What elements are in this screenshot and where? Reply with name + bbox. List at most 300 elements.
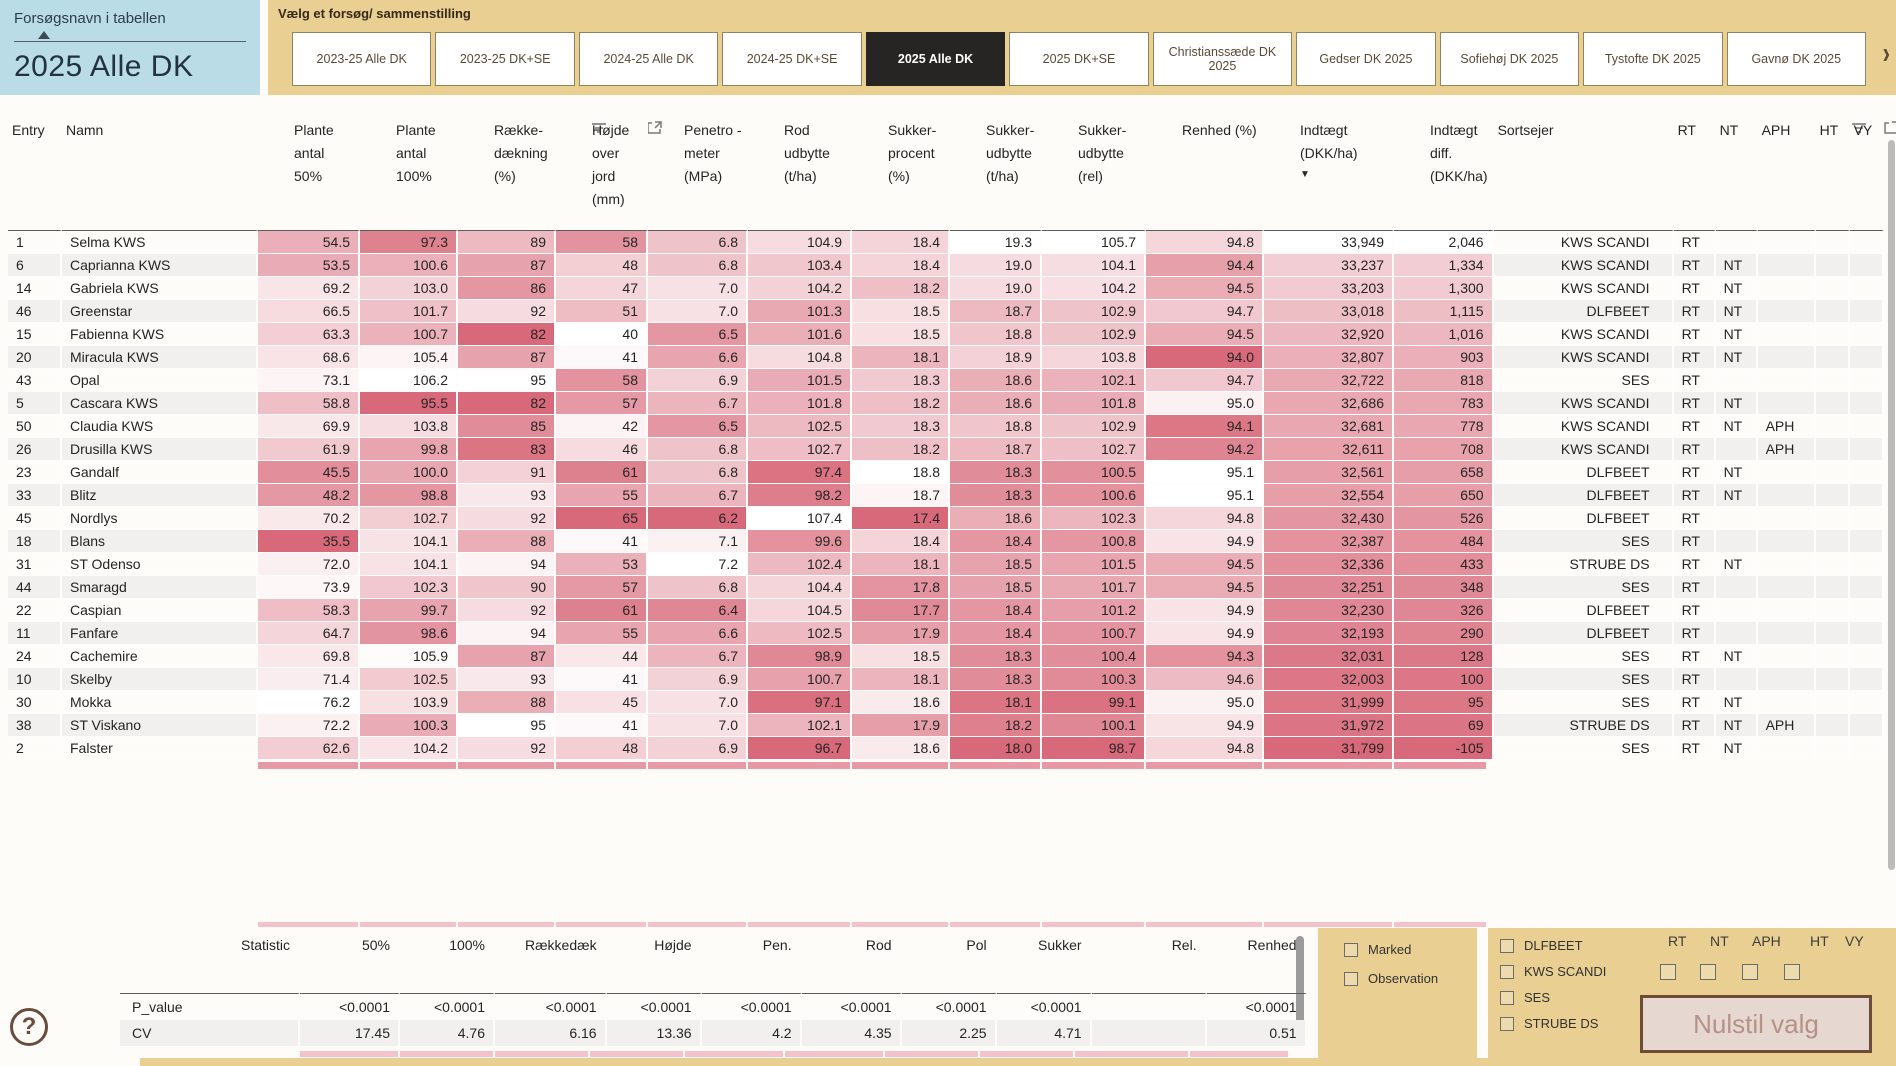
cell-plante-antal-50: 58.8 [258, 392, 360, 415]
cell-indt-gt-dkk-ha: 31,999 [1264, 691, 1394, 714]
cell-indt-gt-diff-dkk-ha: 1,300 [1394, 277, 1494, 300]
tab-tystofte-dk-2025[interactable]: Tystofte DK 2025 [1583, 32, 1722, 86]
cell-sukker-procent: 18.5 [852, 645, 950, 668]
col-header-indt-gt-dkk-ha[interactable] [1264, 115, 1394, 231]
cell-rod-udbytte-t-ha: 99.6 [748, 530, 852, 553]
cell-h-jde-over-jord-mm: 44 [556, 645, 648, 668]
cell-sukker-udbytte-t-ha: 18.3 [950, 461, 1042, 484]
cell-penetro-meter-mpa: 6.6 [648, 346, 748, 369]
tab-2025-dk-se[interactable]: 2025 DK+SE [1009, 32, 1148, 86]
cell-rod-udbytte-t-ha: 101.3 [748, 300, 852, 323]
cell-sortsejer: KWS SCANDI [1494, 231, 1674, 254]
cell-nt: NT [1716, 323, 1758, 346]
trait-checkbox-aph[interactable] [1742, 964, 1758, 980]
cell-h-jde-over-jord-mm: 48 [556, 254, 648, 277]
results-table [8, 115, 1884, 760]
cell-ht [1816, 599, 1850, 622]
col-header-label: HT [1819, 122, 1839, 138]
cell-r-kke-d-kning: 89 [458, 231, 556, 254]
cell-renhed: 94.9 [1146, 622, 1264, 645]
col-header-h-jde-over-jord-mm[interactable] [556, 115, 648, 231]
cell-entry: 11 [8, 622, 62, 645]
cell-rt: RT [1674, 576, 1716, 599]
cell-sukker-procent: 18.5 [852, 323, 950, 346]
cell-indt-gt-dkk-ha: 32,230 [1264, 599, 1394, 622]
cell-penetro-meter-mpa: 7.0 [648, 300, 748, 323]
cell-rod-udbytte-t-ha: 104.4 [748, 576, 852, 599]
cell-penetro-meter-mpa: 7.0 [648, 277, 748, 300]
cell-plante-antal-100: 97.3 [360, 231, 458, 254]
cell-sortsejer: SES [1494, 668, 1674, 691]
cell-rod-udbytte-t-ha: 101.6 [748, 323, 852, 346]
table-row[interactable] [8, 346, 1884, 369]
col-header-label: Rod udbytte (t/ha) [784, 122, 830, 185]
trial-name-card [0, 0, 260, 95]
stats-cell: <0.0001 [607, 994, 702, 1020]
owner-strube-ds-checkbox[interactable] [1500, 1017, 1514, 1031]
table-row[interactable] [8, 622, 1884, 645]
cell-aph [1758, 507, 1816, 530]
cell-aph [1758, 369, 1816, 392]
cell-sukker-procent: 18.1 [852, 346, 950, 369]
cell-sukker-udbytte-rel: 99.1 [1042, 691, 1146, 714]
cell-aph [1758, 645, 1816, 668]
col-header-rod-udbytte-t-ha[interactable] [748, 115, 852, 231]
sort-desc-icon: ▼ [1300, 169, 1310, 181]
cell-ht [1816, 415, 1850, 438]
stats-cell: <0.0001 [495, 994, 607, 1020]
cell-sortsejer: DLFBEET [1494, 300, 1674, 323]
cell-entry: 6 [8, 254, 62, 277]
cell-renhed: 94.6 [1146, 668, 1264, 691]
cell-renhed: 95.0 [1146, 691, 1264, 714]
cell-plante-antal-50: 71.4 [258, 668, 360, 691]
cell-plante-antal-50: 45.5 [258, 461, 360, 484]
cell-penetro-meter-mpa: 7.1 [648, 530, 748, 553]
cell-indt-gt-diff-dkk-ha: 69 [1394, 714, 1494, 737]
cell-sukker-procent: 17.7 [852, 599, 950, 622]
help-icon[interactable] [10, 1008, 48, 1046]
col-header-label: NT [1719, 122, 1739, 138]
cell-aph: APH [1758, 415, 1816, 438]
stats-col-header-h-jde[interactable]: Højde [607, 930, 702, 994]
col-header-nt[interactable] [1716, 115, 1758, 231]
cell-rod-udbytte-t-ha: 102.5 [748, 415, 852, 438]
cell-sortsejer: DLFBEET [1494, 599, 1674, 622]
cell-sortsejer: KWS SCANDI [1494, 323, 1674, 346]
cell-vy [1850, 599, 1884, 622]
col-header-renhed[interactable] [1146, 115, 1264, 231]
cell-aph: APH [1758, 438, 1816, 461]
trial-selector-panel [268, 0, 1896, 95]
col-header-label: Sortsejer [1497, 122, 1554, 138]
cell-sortsejer: STRUBE DS [1494, 553, 1674, 576]
cell-r-kke-d-kning: 95 [458, 714, 556, 737]
cell-r-kke-d-kning: 93 [458, 484, 556, 507]
cell-namn: Gabriela KWS [62, 277, 258, 300]
focus-mode-icon[interactable] [1882, 120, 1896, 136]
table-scrollbar[interactable] [1888, 140, 1895, 870]
table-row[interactable] [8, 231, 1884, 254]
cell-r-kke-d-kning: 83 [458, 438, 556, 461]
cell-indt-gt-diff-dkk-ha: 348 [1394, 576, 1494, 599]
cell-rod-udbytte-t-ha: 104.5 [748, 599, 852, 622]
trait-checkbox-ht[interactable] [1784, 964, 1800, 980]
cell-nt: NT [1716, 737, 1758, 760]
cell-vy [1850, 461, 1884, 484]
cell-nt: NT [1716, 484, 1758, 507]
col-header-label: Namn [66, 122, 104, 138]
table-row[interactable] [8, 737, 1884, 760]
cell-rod-udbytte-t-ha: 97.4 [748, 461, 852, 484]
table-row[interactable] [8, 645, 1884, 668]
cell-sukker-udbytte-t-ha: 19.0 [950, 277, 1042, 300]
table-row[interactable] [8, 277, 1884, 300]
cell-renhed: 94.5 [1146, 323, 1264, 346]
cell-indt-gt-dkk-ha: 32,722 [1264, 369, 1394, 392]
divider [14, 41, 246, 42]
cell-h-jde-over-jord-mm: 61 [556, 599, 648, 622]
cell-plante-antal-100: 100.3 [360, 714, 458, 737]
stats-col-header-sukker[interactable]: Sukker [997, 930, 1092, 994]
cell-h-jde-over-jord-mm: 61 [556, 461, 648, 484]
cell-vy [1850, 300, 1884, 323]
cell-plante-antal-100: 100.7 [360, 323, 458, 346]
cell-r-kke-d-kning: 85 [458, 415, 556, 438]
col-header-plante-antal-50[interactable] [258, 115, 360, 231]
cell-namn: Falster [62, 737, 258, 760]
cell-penetro-meter-mpa: 6.8 [648, 231, 748, 254]
cell-penetro-meter-mpa: 6.6 [648, 622, 748, 645]
cell-rt: RT [1674, 668, 1716, 691]
cell-sukker-udbytte-t-ha: 18.5 [950, 553, 1042, 576]
cell-plante-antal-50: 70.2 [258, 507, 360, 530]
tab-christianss-de-dk-2025[interactable]: Christianssæde DK 2025 [1153, 32, 1292, 86]
cell-sukker-udbytte-rel: 102.3 [1042, 507, 1146, 530]
stats-col-header-100[interactable]: 100% [400, 930, 495, 994]
tab-gavn-dk-2025[interactable]: Gavnø DK 2025 [1727, 32, 1866, 86]
cell-sukker-procent: 18.4 [852, 530, 950, 553]
stats-col-header-renhed[interactable]: Renhed [1207, 930, 1307, 994]
col-header-sortsejer[interactable] [1494, 115, 1674, 231]
cell-h-jde-over-jord-mm: 41 [556, 530, 648, 553]
table-row[interactable] [8, 507, 1884, 530]
cell-plante-antal-50: 69.8 [258, 645, 360, 668]
table-row[interactable] [8, 461, 1884, 484]
filter-observation-row [1344, 971, 1477, 986]
cell-plante-antal-50: 72.0 [258, 553, 360, 576]
table-row[interactable] [8, 714, 1884, 737]
cell-indt-gt-dkk-ha: 33,018 [1264, 300, 1394, 323]
cell-rod-udbytte-t-ha: 107.4 [748, 507, 852, 530]
cell-sukker-udbytte-t-ha: 18.4 [950, 622, 1042, 645]
table-row[interactable] [8, 392, 1884, 415]
cell-h-jde-over-jord-mm: 47 [556, 277, 648, 300]
col-header-entry[interactable] [8, 115, 62, 231]
stats-cell: CV [120, 1020, 300, 1046]
tab-gedser-dk-2025[interactable]: Gedser DK 2025 [1296, 32, 1435, 86]
cell-indt-gt-dkk-ha: 33,237 [1264, 254, 1394, 277]
cell-plante-antal-50: 62.6 [258, 737, 360, 760]
cell-plante-antal-100: 102.3 [360, 576, 458, 599]
col-header-namn[interactable] [62, 115, 258, 231]
cell-penetro-meter-mpa: 6.9 [648, 737, 748, 760]
cell-sukker-udbytte-t-ha: 18.6 [950, 369, 1042, 392]
stats-col-header-50[interactable]: 50% [300, 930, 400, 994]
stats-cell: <0.0001 [300, 994, 400, 1020]
cell-plante-antal-100: 102.7 [360, 507, 458, 530]
cell-indt-gt-dkk-ha: 32,031 [1264, 645, 1394, 668]
trait-checkbox-nt[interactable] [1700, 964, 1716, 980]
cell-aph [1758, 231, 1816, 254]
cell-vy [1850, 254, 1884, 277]
cell-entry: 44 [8, 576, 62, 599]
cell-rt: RT [1674, 323, 1716, 346]
table-row[interactable] [8, 438, 1884, 461]
cell-penetro-meter-mpa: 6.5 [648, 323, 748, 346]
cell-plante-antal-100: 98.6 [360, 622, 458, 645]
cell-aph [1758, 576, 1816, 599]
table-row[interactable] [8, 599, 1884, 622]
stats-cell: <0.0001 [802, 994, 902, 1020]
stats-col-header-r-kked-k[interactable]: Rækkedæk [495, 930, 607, 994]
cell-plante-antal-100: 98.8 [360, 484, 458, 507]
cell-indt-gt-diff-dkk-ha: 326 [1394, 599, 1494, 622]
col-header-sukker-udbytte-t-ha[interactable] [950, 115, 1042, 231]
cell-vy [1850, 691, 1884, 714]
cell-rod-udbytte-t-ha: 102.7 [748, 438, 852, 461]
cell-sukker-udbytte-t-ha: 18.6 [950, 507, 1042, 530]
cell-sukker-procent: 18.3 [852, 415, 950, 438]
trial-selector-label: Vælg et forsøg/ sammenstilling [278, 6, 471, 21]
cell-plante-antal-100: 104.2 [360, 737, 458, 760]
col-header-vy[interactable] [1850, 115, 1884, 231]
cell-rod-udbytte-t-ha: 104.9 [748, 231, 852, 254]
cell-r-kke-d-kning: 88 [458, 691, 556, 714]
table-row[interactable] [8, 530, 1884, 553]
cell-entry: 10 [8, 668, 62, 691]
cell-sortsejer: DLFBEET [1494, 461, 1674, 484]
cell-namn: Mokka [62, 691, 258, 714]
stats-col-header-pen[interactable]: Pen. [702, 930, 802, 994]
tab-2023-25-alle-dk[interactable]: 2023-25 Alle DK [292, 32, 431, 86]
cell-penetro-meter-mpa: 6.8 [648, 254, 748, 277]
cell-sukker-udbytte-t-ha: 18.3 [950, 668, 1042, 691]
col-header-sukker-udbytte-rel[interactable] [1042, 115, 1146, 231]
cell-sukker-udbytte-t-ha: 18.7 [950, 300, 1042, 323]
table-row[interactable] [8, 369, 1884, 392]
cell-plante-antal-50: 73.9 [258, 576, 360, 599]
cell-namn: ST Viskano [62, 714, 258, 737]
tab-2023-25-dk-se[interactable]: 2023-25 DK+SE [435, 32, 574, 86]
cell-vy [1850, 484, 1884, 507]
col-header-label: RT [1677, 122, 1696, 138]
cell-sukker-udbytte-rel: 100.6 [1042, 484, 1146, 507]
cell-indt-gt-dkk-ha: 32,920 [1264, 323, 1394, 346]
cell-sukker-udbytte-rel: 102.9 [1042, 323, 1146, 346]
cell-sukker-udbytte-rel: 105.7 [1042, 231, 1146, 254]
cell-sukker-udbytte-rel: 100.5 [1042, 461, 1146, 484]
cell-h-jde-over-jord-mm: 48 [556, 737, 648, 760]
cell-indt-gt-diff-dkk-ha: 650 [1394, 484, 1494, 507]
cell-plante-antal-50: 68.6 [258, 346, 360, 369]
cell-renhed: 94.5 [1146, 576, 1264, 599]
chevron-right-icon[interactable]: › [1882, 34, 1890, 70]
cell-entry: 15 [8, 323, 62, 346]
stats-cell: 2.25 [902, 1020, 997, 1046]
cell-sukker-udbytte-t-ha: 18.6 [950, 392, 1042, 415]
cell-plante-antal-50: 69.9 [258, 415, 360, 438]
table-row[interactable] [8, 691, 1884, 714]
cell-rod-udbytte-t-ha: 96.7 [748, 737, 852, 760]
table-row[interactable] [8, 300, 1884, 323]
col-header-label: Renhed (%) [1182, 122, 1257, 138]
table-row[interactable] [8, 484, 1884, 507]
cell-sukker-udbytte-t-ha: 18.0 [950, 737, 1042, 760]
stats-col-header-rel[interactable]: Rel. [1092, 930, 1207, 994]
filter-marked-row [1344, 942, 1477, 957]
col-header-ht[interactable] [1816, 115, 1850, 231]
cell-h-jde-over-jord-mm: 45 [556, 691, 648, 714]
cell-sortsejer: STRUBE DS [1494, 714, 1674, 737]
cell-entry: 33 [8, 484, 62, 507]
cell-namn: Miracula KWS [62, 346, 258, 369]
col-header-aph[interactable] [1758, 115, 1816, 231]
cell-namn: Cachemire [62, 645, 258, 668]
cell-ht [1816, 507, 1850, 530]
owner-ses-label: SES [1524, 990, 1551, 1005]
cell-sukker-procent: 18.2 [852, 438, 950, 461]
col-header-indt-gt-diff-dkk-ha[interactable] [1394, 115, 1494, 231]
cell-rt: RT [1674, 714, 1716, 737]
cell-entry: 50 [8, 415, 62, 438]
cell-renhed: 94.8 [1146, 231, 1264, 254]
cell-entry: 2 [8, 737, 62, 760]
col-header-rt[interactable] [1674, 115, 1716, 231]
cell-plante-antal-50: 35.5 [258, 530, 360, 553]
cell-sukker-procent: 18.1 [852, 668, 950, 691]
col-header-label: Række-dækning (%) [494, 122, 548, 185]
filter-marked-checkbox[interactable] [1344, 943, 1358, 957]
cell-h-jde-over-jord-mm: 58 [556, 231, 648, 254]
cell-rod-udbytte-t-ha: 101.8 [748, 392, 852, 415]
trait-checkbox-rt[interactable] [1660, 964, 1676, 980]
owner-kws-scandi-row [1500, 964, 1606, 979]
cell-ht [1816, 668, 1850, 691]
cell-entry: 31 [8, 553, 62, 576]
table-row[interactable] [8, 323, 1884, 346]
owner-strube-ds-label: STRUBE DS [1524, 1016, 1599, 1031]
stats-cell: 13.36 [607, 1020, 702, 1046]
cell-sortsejer: SES [1494, 530, 1674, 553]
cell-sukker-procent: 17.9 [852, 622, 950, 645]
trial-name-label: Forsøgsnavn i tabellen [14, 10, 166, 27]
cell-penetro-meter-mpa: 6.7 [648, 392, 748, 415]
cell-ht [1816, 346, 1850, 369]
cell-sukker-procent: 17.4 [852, 507, 950, 530]
cell-vy [1850, 576, 1884, 599]
table-row[interactable] [8, 576, 1884, 599]
col-header-sukker-procent[interactable] [852, 115, 950, 231]
cell-sukker-udbytte-rel: 103.8 [1042, 346, 1146, 369]
cell-aph [1758, 254, 1816, 277]
owner-ses-checkbox[interactable] [1500, 991, 1514, 1005]
cell-plante-antal-100: 100.6 [360, 254, 458, 277]
owner-kws-scandi-checkbox[interactable] [1500, 965, 1514, 979]
stats-cell: 4.71 [997, 1020, 1092, 1046]
cell-sukker-udbytte-t-ha: 18.9 [950, 346, 1042, 369]
cell-vy [1850, 369, 1884, 392]
cell-sukker-udbytte-t-ha: 18.4 [950, 530, 1042, 553]
col-header-penetro-meter-mpa[interactable] [648, 115, 748, 231]
cell-entry: 14 [8, 277, 62, 300]
cell-sortsejer: SES [1494, 576, 1674, 599]
cell-r-kke-d-kning: 86 [458, 277, 556, 300]
cell-ht [1816, 231, 1850, 254]
cell-ht [1816, 461, 1850, 484]
cell-sukker-udbytte-rel: 100.8 [1042, 530, 1146, 553]
cell-h-jde-over-jord-mm: 65 [556, 507, 648, 530]
cell-nt: NT [1716, 415, 1758, 438]
cell-sortsejer: SES [1494, 737, 1674, 760]
tab-2024-25-dk-se[interactable]: 2024-25 DK+SE [722, 32, 861, 86]
cell-indt-gt-dkk-ha: 32,251 [1264, 576, 1394, 599]
table-row[interactable] [8, 415, 1884, 438]
cell-r-kke-d-kning: 82 [458, 392, 556, 415]
col-header-label: Plante antal 50% [294, 122, 334, 185]
tab-2025-alle-dk[interactable]: 2025 Alle DK [866, 32, 1005, 86]
tab-sofieh-j-dk-2025[interactable]: Sofiehøj DK 2025 [1440, 32, 1579, 86]
cell-nt [1716, 231, 1758, 254]
cell-penetro-meter-mpa: 6.9 [648, 668, 748, 691]
cell-rod-udbytte-t-ha: 104.2 [748, 277, 852, 300]
table-row[interactable] [8, 553, 1884, 576]
reset-selection-button[interactable]: Nulstil valg [1640, 995, 1872, 1053]
stats-col-header-statistic[interactable]: Statistic [120, 930, 300, 994]
owner-dlfbeet-checkbox[interactable] [1500, 939, 1514, 953]
cell-ht [1816, 530, 1850, 553]
cell-indt-gt-diff-dkk-ha: 1,016 [1394, 323, 1494, 346]
cell-h-jde-over-jord-mm: 46 [556, 438, 648, 461]
cell-plante-antal-100: 95.5 [360, 392, 458, 415]
cell-renhed: 94.9 [1146, 530, 1264, 553]
col-header-r-kke-d-kning[interactable] [458, 115, 556, 231]
cell-ht [1816, 369, 1850, 392]
cell-indt-gt-diff-dkk-ha: 95 [1394, 691, 1494, 714]
filter-observation-checkbox[interactable] [1344, 972, 1358, 986]
cell-vy [1850, 392, 1884, 415]
cell-sukker-udbytte-rel: 100.7 [1042, 622, 1146, 645]
table-row[interactable] [8, 254, 1884, 277]
stats-col-header-pol[interactable]: Pol [902, 930, 997, 994]
cell-namn: Fanfare [62, 622, 258, 645]
cell-nt: NT [1716, 254, 1758, 277]
owner-strube-ds-row [1500, 1016, 1606, 1031]
col-header-plante-antal-100[interactable] [360, 115, 458, 231]
cell-renhed: 94.8 [1146, 737, 1264, 760]
stats-cell: P_value [120, 994, 300, 1020]
table-row[interactable] [8, 668, 1884, 691]
stats-col-header-rod[interactable]: Rod [802, 930, 902, 994]
cell-indt-gt-diff-dkk-ha: 526 [1394, 507, 1494, 530]
cell-namn: Nordlys [62, 507, 258, 530]
owner-filter-list [1500, 938, 1606, 1042]
tab-2024-25-alle-dk[interactable]: 2024-25 Alle DK [579, 32, 718, 86]
cell-indt-gt-dkk-ha: 31,799 [1264, 737, 1394, 760]
cell-ht [1816, 484, 1850, 507]
cell-rt: RT [1674, 737, 1716, 760]
cell-rt: RT [1674, 300, 1716, 323]
